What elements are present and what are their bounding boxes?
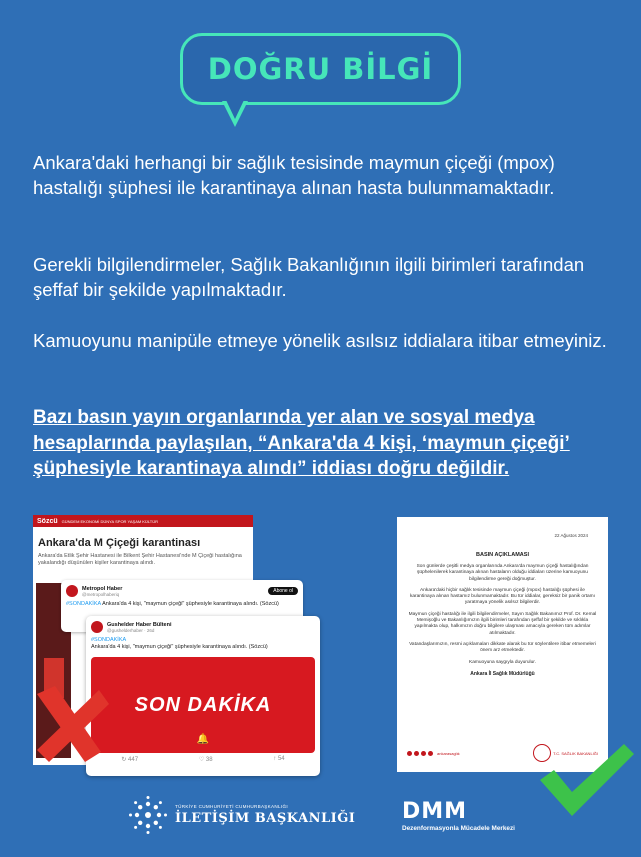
news-menu: GÜNDEM EKONOMİ DÜNYA SPOR YAŞAM KÜLTÜR xyxy=(61,518,159,524)
press-body xyxy=(407,564,598,666)
news-lead: Ankara'da Etlik Şehir Hastanesi ile Bilkent Şehir Hastanesi'nde M Çiçeği hastalığına yakalandığı düşünülen kişiler karantinaya alındı. xyxy=(38,553,242,566)
iletisim-small-text: TÜRKİYE CUMHURİYETİ CUMHURBAŞKANLIĞI xyxy=(175,804,288,809)
twitter-icon xyxy=(414,751,419,756)
tweet-hashtag: #SONDAKİKA xyxy=(91,637,127,643)
dmm-subtitle: Dezenformasyonla Mücadele Merkezi xyxy=(402,825,515,832)
facebook-icon xyxy=(407,751,412,756)
youtube-icon xyxy=(428,751,433,756)
tweet-text: Ankara'da 4 kişi, "maymun çiçeği" şüphesiyle karantinaya alındı. (Sözcü) xyxy=(102,601,279,607)
paragraph-no-patient: Ankara'daki herhangi bir sağlık tesisinde maymun çiçeği (mpox) hastalığı şüphesi ile karantinaya alınan hasta bulunmamaktadır. xyxy=(33,152,555,198)
news-topbar xyxy=(33,515,253,527)
like-count: ♡ 38 xyxy=(198,757,213,763)
badge-text: DOĞRU BİLGİ xyxy=(207,52,434,86)
avatar xyxy=(91,621,103,633)
tweet-author: Gushelder Haber Bülteni xyxy=(107,621,172,628)
paragraph-ministry-info: Gerekli bilgilendirmeler, Sağlık Bakanlığının ilgili birimleri tarafından şeffaf bir şekilde yapılmaktadır. xyxy=(33,254,585,300)
bell-icon: 🔔 xyxy=(196,734,210,745)
tweet-author: Metropol Haber xyxy=(82,585,123,592)
ministry-logo-text: T.C. SAĞLIK BAKANLIĞI xyxy=(553,750,598,756)
speech-bubble-tail-icon xyxy=(222,101,248,127)
iletisim-baskanligi-logo xyxy=(128,795,355,835)
press-paragraph: Maymun çiçeği hastalığı ile ilgili bilgilendirmeler, Sayın Sağlık Bakanımız Prof. Dr. Kemal Memişoğlu ve Bakanlığımızın ilgili birimleri tarafından şeffaf bir şekilde ve sıklıkla yapılmakta olup, halkımızın doğru bilgilere ulaşması amacıyla gereken tüm adımlar atılmaktadır. xyxy=(408,611,597,636)
press-paragraph: Son günlerde çeşitli medya organlarında Ankara'da maymun çiçeği hastalığından şüphelenilerek karantinaya alınan hastaların olduğu iddiaları üzerine kamuoyunu bilgilendirme gereği doğmuştur. xyxy=(416,564,589,582)
tweet-gushelder xyxy=(86,616,320,776)
tweet-actions xyxy=(91,756,315,763)
dogru-bilgi-badge xyxy=(180,33,461,105)
retweet-count: ↻ 447 xyxy=(121,757,139,763)
iletisim-big-text: İLETİŞİM BAŞKANLIĞI xyxy=(175,811,356,826)
son-dakika-banner xyxy=(91,657,315,753)
green-check-icon xyxy=(536,740,636,820)
press-paragraph: Vatandaşlarımızın, resmi açıklamaları dikkate alarak bu tür söylentilere itibar etmemeleri önem arz etmektedir. xyxy=(409,641,596,654)
press-heading: BASIN AÇIKLAMASI xyxy=(476,552,529,558)
share-count: ↑ 54 xyxy=(273,756,285,762)
news-logo: Sözcü xyxy=(37,517,58,525)
false-claim-statement: Bazı basın yayın organlarında yer alan ve sosyal medya hesaplarında paylaşılan, “Ankara'da 4 kişi, ‘maymun çiçeği’ şüphesiyle karantinaya alındı” iddiası doğru değildir. xyxy=(33,407,570,479)
press-social-links xyxy=(407,751,460,756)
dmm-logo xyxy=(402,801,515,832)
iletisim-emblem-icon xyxy=(128,795,168,835)
paragraph-warning: Kamuoyunu manipüle etmeye yönelik asılsız iddialara itibar etmeyiniz. xyxy=(33,330,607,351)
avatar xyxy=(66,585,78,597)
press-social-handle: ankarasaglık xyxy=(437,750,460,756)
press-release-document xyxy=(397,517,608,772)
tweet-handle: @metropolhaberiq xyxy=(82,591,120,597)
tweet-text: Ankara'da 4 kişi, "maymun çiçeği" şüphesiyle karantinaya alındı. (Sözcü) xyxy=(91,644,268,650)
dmm-logo-text: DMM xyxy=(402,799,468,824)
tweet-handle: @gushelderhaber · 26d xyxy=(107,627,155,633)
instagram-icon xyxy=(421,751,426,756)
tweet-hashtag: #SONDAKİKA xyxy=(66,601,101,607)
follow-button: Abone ol xyxy=(268,587,298,595)
son-dakika-text: SON DAKİKA xyxy=(134,693,272,716)
press-date: 22 Ağustos 2024 xyxy=(554,533,588,538)
press-signature: Ankara İl Sağlık Müdürlüğü xyxy=(470,670,535,677)
press-paragraph: Ankara'daki hiçbir sağlık tesisinde maymun çiçeği (mpox) hastalığı şüphesi ile karantinaya alınan hastamız bulunmamaktadır. Bu tür iddialar, gereksiz bir panik ortamı yaratmaya yönelik asılsız bilgilerdir. xyxy=(409,587,596,606)
news-headline: Ankara'da M Çiçeği karantinası xyxy=(38,537,201,549)
red-x-icon xyxy=(25,678,115,768)
press-paragraph: Kamuoyuna saygıyla duyurulur. xyxy=(469,659,536,665)
